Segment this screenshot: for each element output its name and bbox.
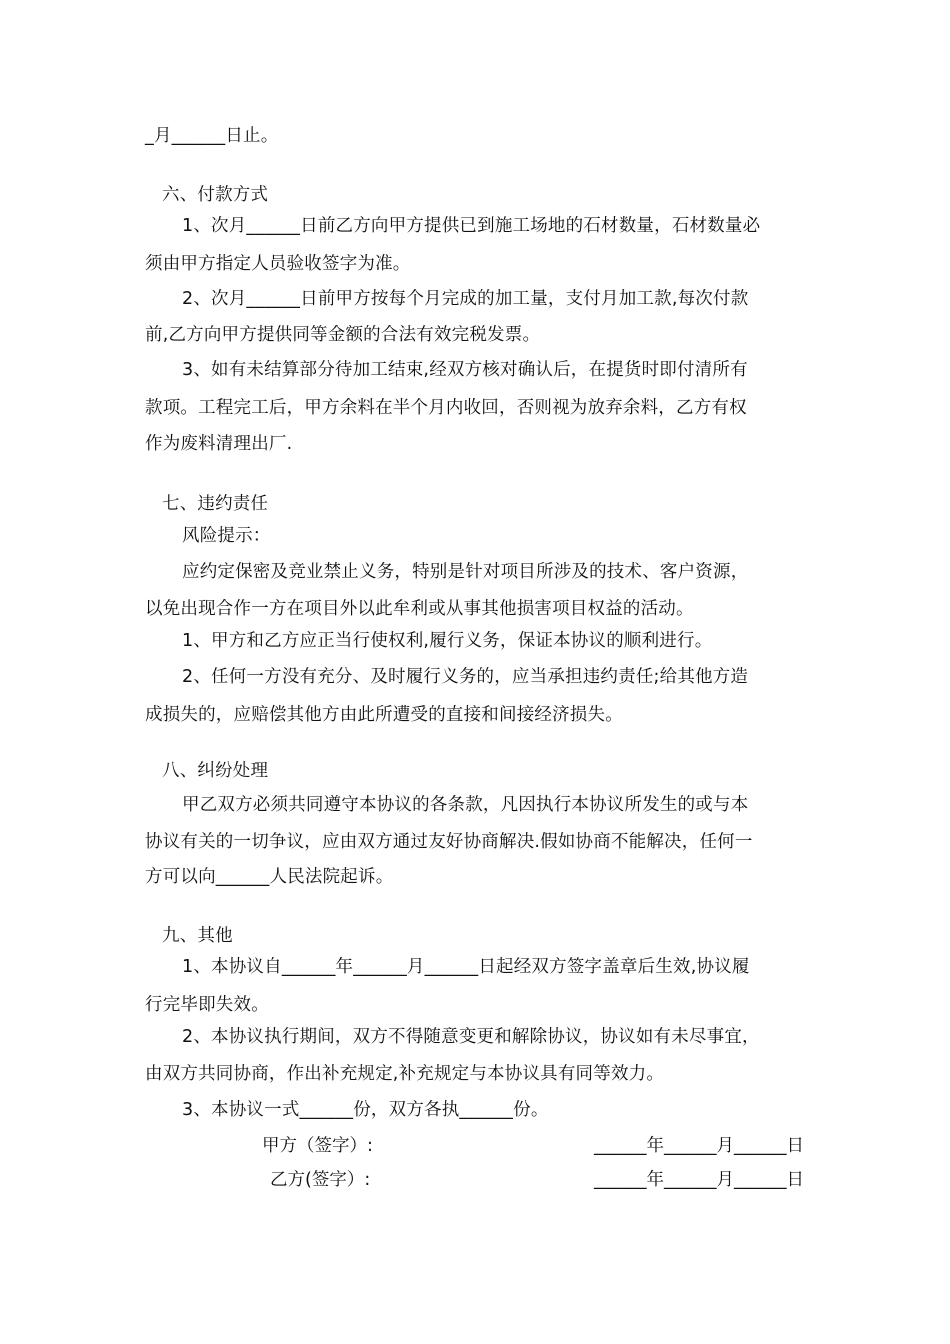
party-b-signature-label: 乙方(签字）: [270,1170,371,1190]
text-line: 2、本协议执行期间，双方不得随意变更和解除协议，协议如有未尽事宜， [182,1027,760,1047]
text-line: 风险提示： [182,526,271,546]
text-line: 须由甲方指定人员验收签字为准。 [145,254,411,274]
section-heading-payment: 六、付款方式 [162,185,269,205]
text-line: 方可以向______人民法院起诉。 [145,867,394,887]
text-line: 款项。工程完工后，甲方余料在半个月内收回，否则视为放弃余料，乙方有权 [145,398,747,418]
text-line: 协议有关的一切争议，应由双方通过友好协商解决.假如协商不能解决，任何一 [145,832,753,852]
text-line: 甲乙双方必须共同遵守本协议的各条款，凡因执行本协议所发生的或与本 [182,795,749,815]
text-line: 2、任何一方没有充分、及时履行义务的，应当承担违约责任;给其他方造 [182,667,749,687]
text-line: 1、次月______日前乙方向甲方提供已到施工场地的石材数量，石材数量必 [182,216,761,236]
text-line: 由双方共同协商，作出补充规定,补充规定与本协议具有同等效力。 [145,1064,665,1084]
text-line: 前,乙方向甲方提供同等金额的合法有效完税发票。 [145,325,541,345]
text-line: 成损失的，应赔偿其他方由此所遭受的直接和间接经济损失。 [145,705,623,725]
section-heading-liability: 七、违约责任 [162,494,269,514]
section-heading-dispute: 八、纠纷处理 [162,761,269,781]
text-line: 行完毕即失效。 [145,995,269,1015]
party-a-date: ______年______月______日 [594,1136,804,1156]
text-line: 3、如有未结算部分待加工结束,经双方核对确认后，在提货时即付清所有 [182,360,748,380]
party-b-date: ______年______月______日 [594,1170,804,1190]
text-line: 以免出现合作一方在项目外以此牟利或从事其他损害项目权益的活动。 [145,599,694,619]
text-line: 3、本协议一式______份，双方各执______份。 [182,1100,549,1120]
section-heading-other: 九、其他 [162,926,233,946]
text-line: 1、甲方和乙方应正当行使权利,履行义务，保证本协议的顺利进行。 [182,631,713,651]
text-line: 1、本协议自______年______月______日起经双方签字盖章后生效,协议履 [182,957,750,977]
text-line: _月______日止。 [145,126,279,146]
text-line: 作为废料清理出厂. [145,434,293,454]
party-a-signature-label: 甲方（签字）: [262,1136,373,1156]
text-line: 2、次月______日前甲方按每个月完成的加工量，支付月加工款,每次付款 [182,289,749,309]
text-line: 应约定保密及竞业禁止义务，特别是针对项目所涉及的技术、客户资源， [182,562,749,582]
